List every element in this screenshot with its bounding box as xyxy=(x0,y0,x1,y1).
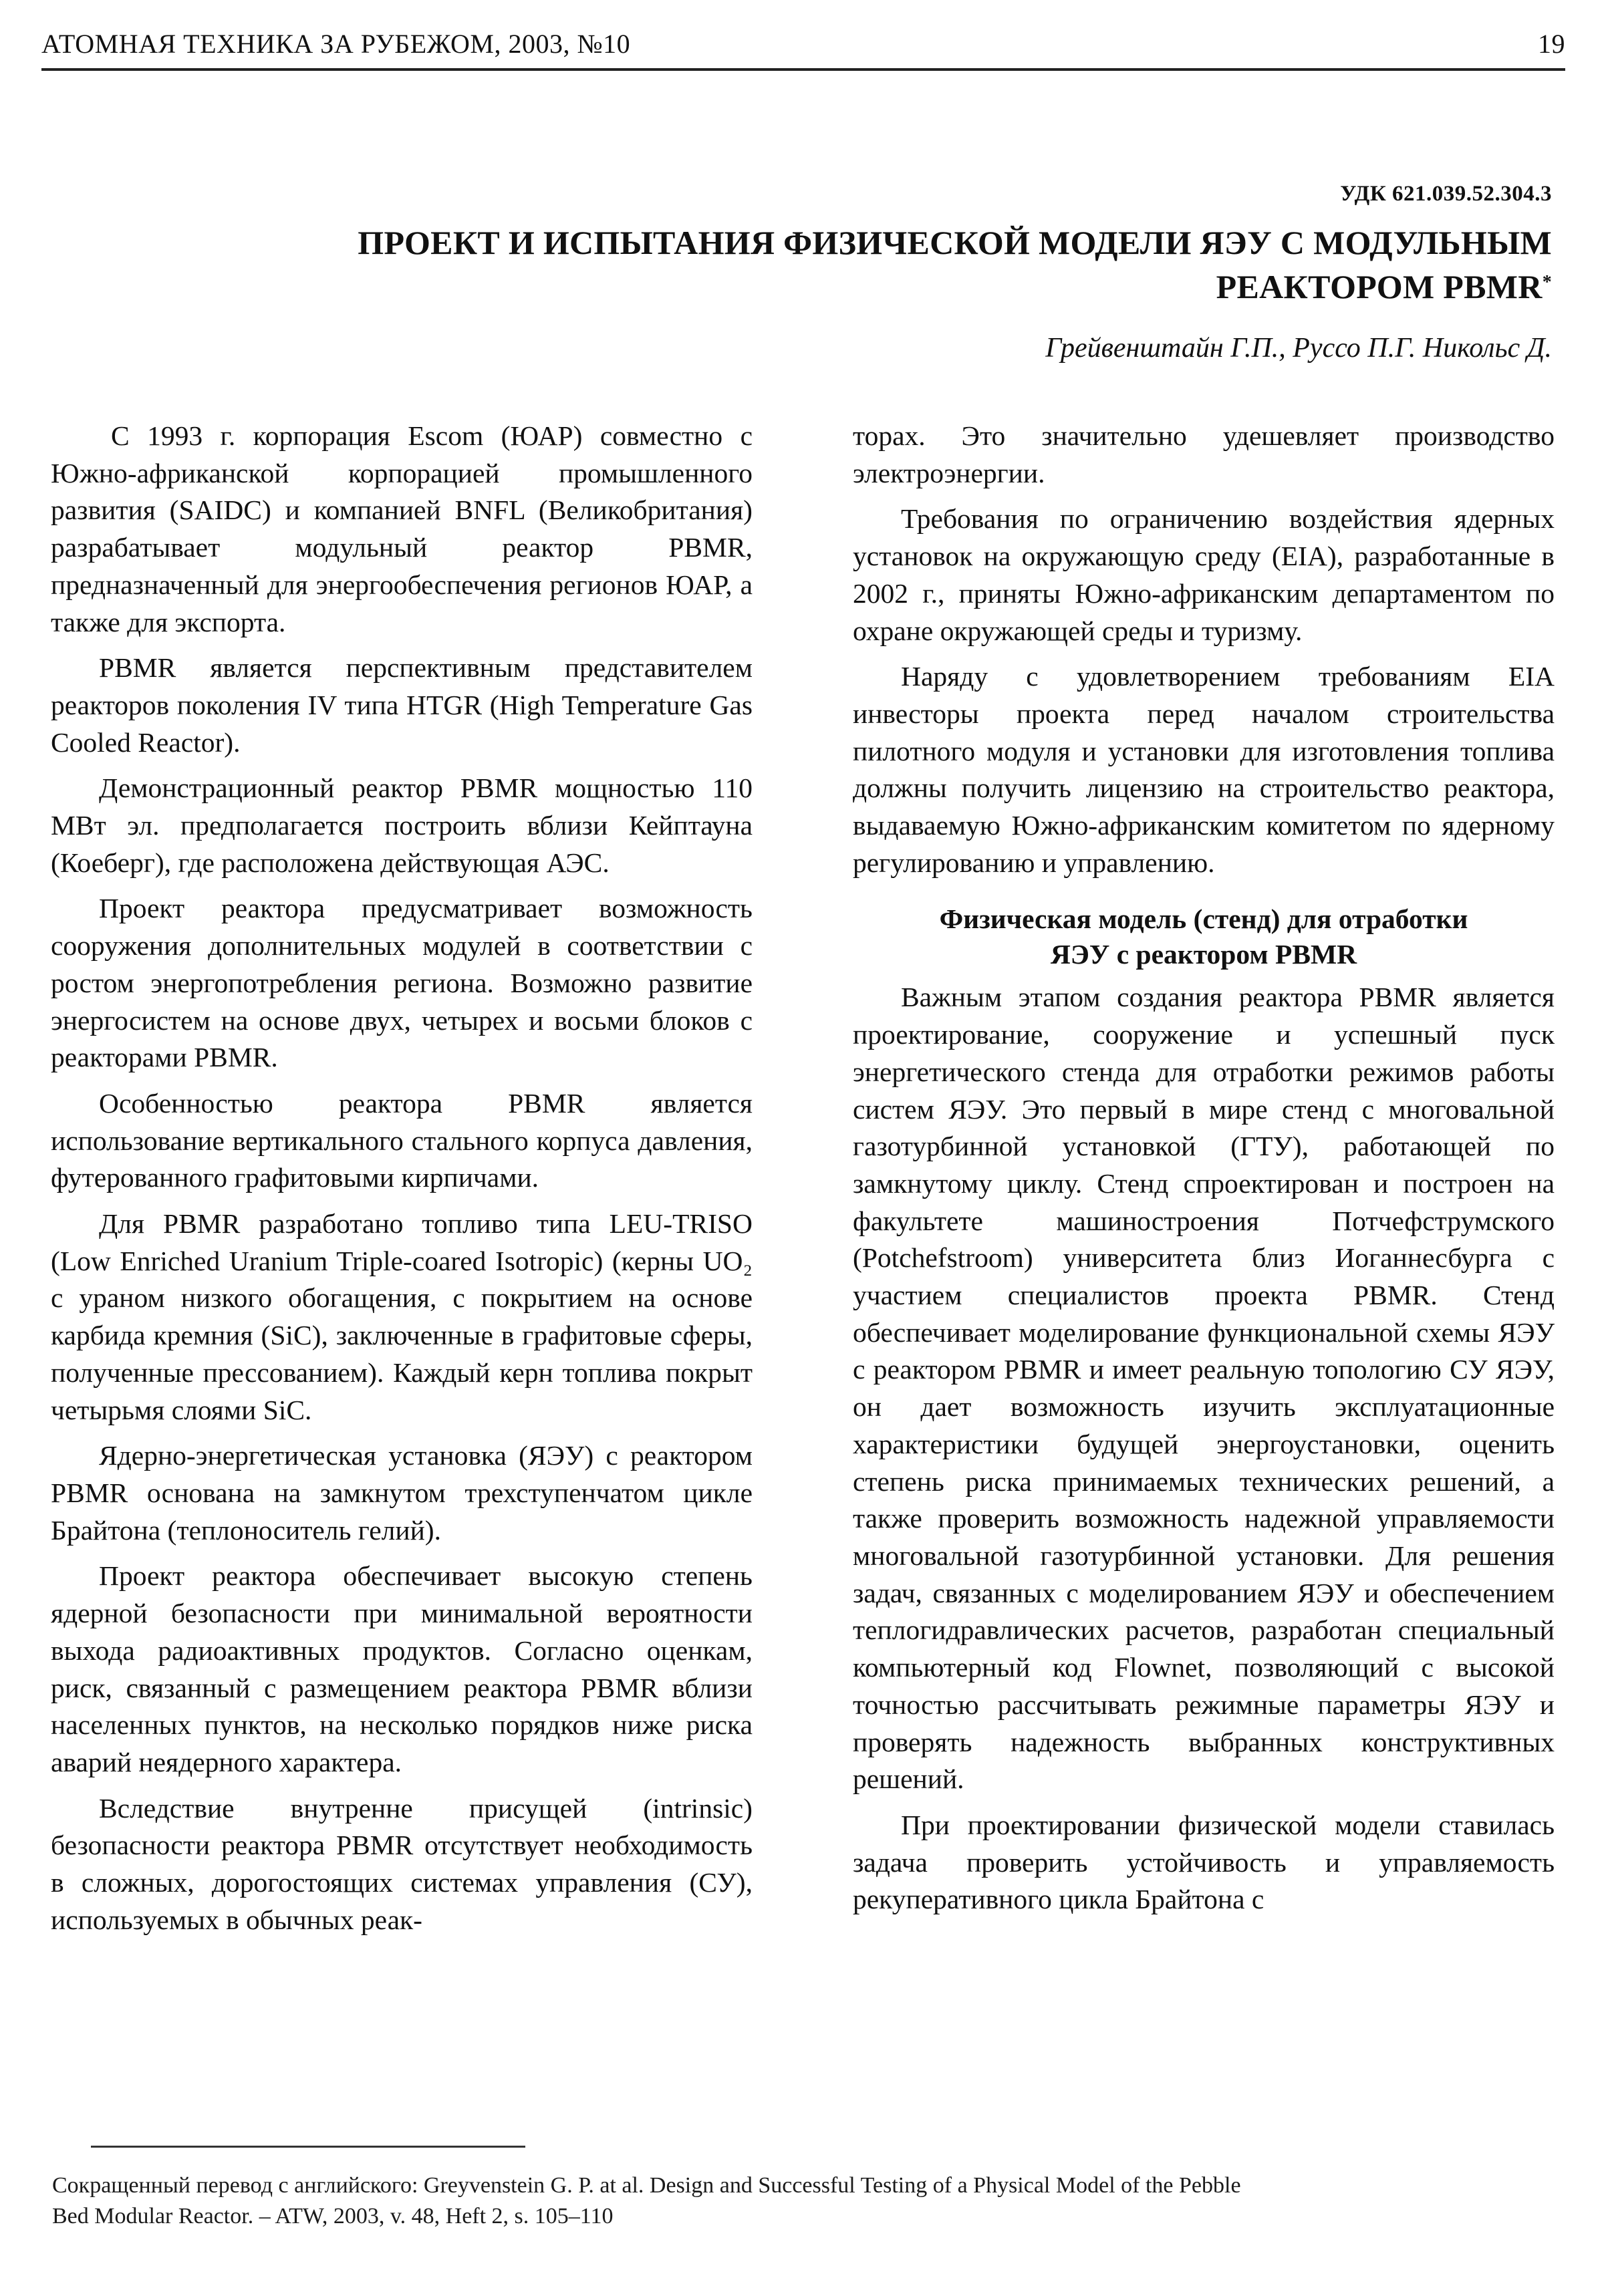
paragraph: Особенностью реактора PBMR является использование вертикального стального корпуса давления, футерованного графитовыми кирпичами. xyxy=(51,1087,753,1193)
paragraph: С 1993 г. корпорация Escom (ЮАР) совместно с Южно-африканской корпорацией промышленного развития (SAIDC) и компанией BNFL (Великобритания) разрабатывает модульный реактор PBMR, предназначенный для энергообеспечения регионов ЮАР, а также для экспорта. xyxy=(51,420,753,637)
paragraph: Ядерно-энергетическая установка (ЯЭУ) с реактором PBMR основана на замкнутом трехступенчатом цикле Брайтона (теплоноситель гелий). xyxy=(51,1440,753,1546)
title-line-1: ПРОЕКТ И ИСПЫТАНИЯ ФИЗИЧЕСКОЙ МОДЕЛИ ЯЭУ С МОДУЛЬНЫМ xyxy=(358,224,1552,261)
title-line-2-text: РЕАКТОРОМ PBMR xyxy=(1216,268,1543,305)
footnote-line-2: Bed Modular Reactor. – ATW, 2003, v. 48, Heft 2, s. 105–110 xyxy=(52,2204,614,2229)
paragraph: Для PBMR разработано топливо типа LEU-TRISO (Low Enriched Uranium Triple-coared Isotropic) (керны UO₂ с ураном низкого обогащения, с покрытием на основе карбида кремния (SiC), заключенные в графитовые сферы, полученные прессованием). Каждый керн топлива покрыт четырьмя слоями SiC. xyxy=(51,1208,753,1425)
paragraph: Важным этапом создания реактора PBMR является проектирование, сооружение и успешный пуск энергетического стенда для отработки режимов работы систем ЯЭУ. Это первый в мире стенд с многовальной газотурбинной установкой (ГТУ), работающей по замкнутому циклу. Стенд спроектирован и построен на факультете машиностроения Потчефструмского (Potchefstroom) университета близ Иоганнесбурга с участием специалистов проекта PBMR. Стенд обеспечивает моделирование функциональной схемы ЯЭУ с реактором PBMR и имеет реальную топологию СУ ЯЭУ, он дает возможность изучить эксплуатационные характеристики будущей энергоустановки, оценить степень риска принимаемых технических решений, а также проверить возможность надежной управляемости многовальной газотурбинной установки. Для решения задач, связанных с моделированием ЯЭУ и обеспечением теплогидравлических расчетов, разработан специальный компьютерный код Flownet, позволяющий с высокой точностью рассчитывать режимные параметры ЯЭУ и проверять надежность выбранных конструктивных решений. xyxy=(853,982,1555,1795)
footnote-line-1: Сокращенный перевод с английского: Greyvenstein G. P. at al. Design and Successful Testing of a Physical Model of the Pebble xyxy=(52,2173,1241,2198)
footnote-mark: * xyxy=(1542,272,1552,293)
right-column xyxy=(853,418,1555,1927)
left-column xyxy=(51,418,753,1947)
article-authors: Грейвенштайн Г.П., Руссо П.Г. Никольс Д. xyxy=(1045,333,1552,364)
section-heading-line-2: ЯЭУ с реактором PBMR xyxy=(1050,939,1357,970)
footnote xyxy=(52,2170,1543,2232)
udc-code: УДК 621.039.52.304.3 xyxy=(1340,182,1552,206)
paragraph: PBMR является перспективным представителем реакторов поколения IV типа HTGR (High Temperature Gas Cooled Reactor). xyxy=(51,652,753,758)
section-heading-line-1: Физическая модель (стенд) для отработки xyxy=(939,903,1468,935)
footnote-divider xyxy=(91,2146,525,2148)
title-line-2 xyxy=(148,265,1552,309)
paragraph: При проектировании физической модели ставилась задача проверить устойчивость и управляемость рекуперативного цикла Брайтона с xyxy=(853,1809,1555,1915)
paragraph-continuation: торах. Это значительно удешевляет производство электроэнергии. xyxy=(853,420,1555,488)
article-title xyxy=(148,221,1552,309)
page-number: 19 xyxy=(1538,29,1565,59)
running-header xyxy=(41,28,1565,71)
paragraph: Наряду с удовлетворением требованиям EIA инвесторы проекта перед началом строительства пилотного модуля и установки для изготовления топлива должны получить лицензию на строительство реактора, выдаваемую Южно-африканским комитетом по ядерному регулированию и управлению. xyxy=(853,661,1555,878)
paragraph: Проект реактора обеспечивает высокую степень ядерной безопасности при минимальной вероятности выхода радиоактивных продуктов. Согласно оценкам, риск, связанный с размещением реактора PBMR вблизи населенных пунктов, на несколько порядков ниже риска аварий неядерного характера. xyxy=(51,1560,753,1777)
section-heading xyxy=(853,901,1555,972)
journal-name: АТОМНАЯ ТЕХНИКА ЗА РУБЕЖОМ, 2003, №10 xyxy=(41,29,631,59)
paragraph: Требования по ограничению воздействия ядерных установок на окружающую среду (EIA), разработанные в 2002 г., приняты Южно-африканским департаментом по охране окружающей среды и туризму. xyxy=(853,503,1555,646)
paragraph: Проект реактора предусматривает возможность сооружения дополнительных модулей в соответствии с ростом энергопотребления региона. Возможно развитие энергосистем на основе двух, четырех и восьми блоков с реакторами PBMR. xyxy=(51,893,753,1073)
paragraph: Вследствие внутренне присущей (intrinsic) безопасности реактора PBMR отсутствует необходимость в сложных, дорогостоящих системах управления (СУ), используемых в обычных реак- xyxy=(51,1792,753,1935)
paragraph: Демонстрационный реактор PBMR мощностью 110 МВт эл. предполагается построить вблизи Кейптауна (Коеберг), где расположена действующая АЭС. xyxy=(51,772,753,878)
